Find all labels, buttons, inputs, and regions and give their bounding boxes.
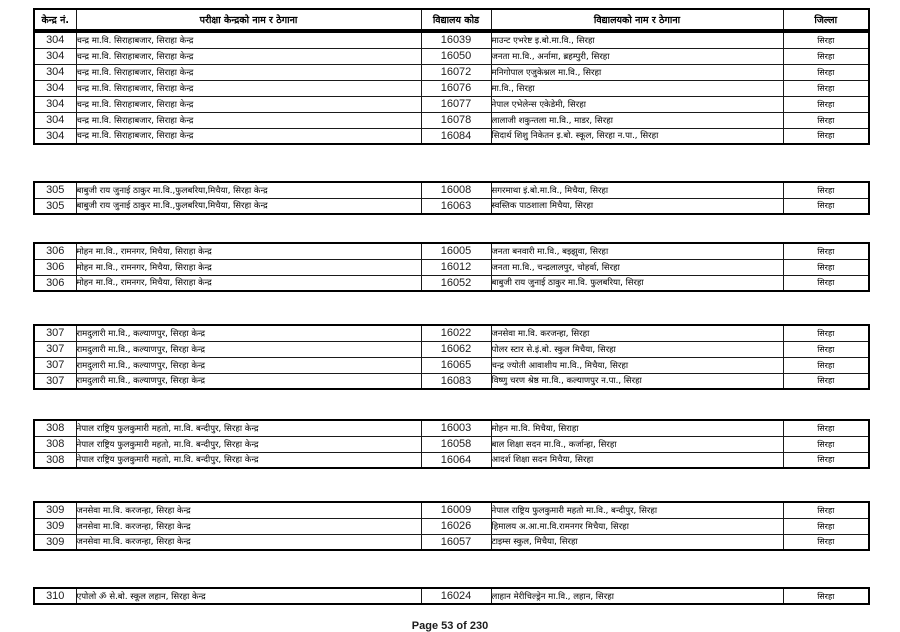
district-cell: सिरहा (783, 325, 869, 341)
district-cell: सिरहा (783, 518, 869, 534)
school-name-cell: मा.वि., सिरहा (491, 80, 783, 96)
center-name-cell: चन्द्र मा.वि. सिराहाबजार, सिराहा केन्द्र (76, 128, 421, 144)
school-code-cell: 16057 (421, 534, 491, 550)
school-name-cell: पोलर स्टार से.इं.बो. स्कुल मिचैया, सिरहा (491, 341, 783, 357)
center-no-cell: 308 (34, 452, 76, 468)
center-name-cell: रामदुलारी मा.वि., कल्याणपुर, सिरहा केन्द्र (76, 325, 421, 341)
center-no-cell: 305 (34, 182, 76, 198)
school-row (34, 502, 869, 518)
school-row (34, 243, 869, 259)
school-code-cell: 16008 (421, 182, 491, 198)
center-no-cell: 306 (34, 275, 76, 291)
district-cell: सिरहा (783, 96, 869, 112)
center-no-cell: 308 (34, 436, 76, 452)
school-row (34, 64, 869, 80)
school-code-cell: 16058 (421, 436, 491, 452)
school-row (34, 518, 869, 534)
center-name-cell: चन्द्र मा.वि. सिराहाबजार, सिराहा केन्द्र (76, 64, 421, 80)
center-group-table (33, 242, 870, 292)
district-cell: सिरहा (783, 534, 869, 550)
center-group-table (33, 587, 870, 605)
school-name-cell: मनिगोपाल एजुकेश्नल मा.वि., सिरहा (491, 64, 783, 80)
center-name-cell: चन्द्र मा.वि. सिराहाबजार, सिराहा केन्द्र (76, 112, 421, 128)
center-name-cell: रामदुलारी मा.वि., कल्याणपुर, सिरहा केन्द्र (76, 357, 421, 373)
school-name-cell: स्वस्तिक पाठशाला मिचैया, सिरहा (491, 198, 783, 214)
district-cell: सिरहा (783, 112, 869, 128)
school-code-cell: 16063 (421, 198, 491, 214)
center-no-cell: 304 (34, 32, 76, 48)
column-header-center-no: केन्द्र नं. (34, 9, 76, 30)
school-name-cell: सिदार्थ शिशु निकेतन इ.बो. स्कूल, सिरहा न.पा., सिरहा (491, 128, 783, 144)
district-cell: सिरहा (783, 341, 869, 357)
school-row (34, 325, 869, 341)
center-group-table (33, 31, 870, 145)
school-row (34, 341, 869, 357)
school-code-cell: 16052 (421, 275, 491, 291)
center-no-cell: 304 (34, 128, 76, 144)
center-group-table (33, 419, 870, 469)
school-row (34, 534, 869, 550)
school-name-cell: आदर्श शिक्षा सदन मिचैया, सिरहा (491, 452, 783, 468)
column-header-school-code: विद्यालय कोड (421, 9, 491, 30)
district-cell: सिरहा (783, 436, 869, 452)
school-code-cell: 16078 (421, 112, 491, 128)
school-code-cell: 16065 (421, 357, 491, 373)
district-cell: सिरहा (783, 128, 869, 144)
page-number: Page 53 of 230 (411, 620, 489, 632)
school-name-cell: बाल शिक्षा सदन मा.वि., कर्जान्हा, सिरहा (491, 436, 783, 452)
district-cell: सिरहा (783, 48, 869, 64)
school-name-cell: लाहान मेरीचिल्ड्रेन मा.वि., लहान, सिरहा (491, 588, 783, 604)
district-cell: सिरहा (783, 373, 869, 389)
district-cell: सिरहा (783, 452, 869, 468)
school-code-cell: 16012 (421, 259, 491, 275)
center-no-cell: 304 (34, 96, 76, 112)
school-code-cell: 16083 (421, 373, 491, 389)
school-code-cell: 16072 (421, 64, 491, 80)
column-header-school-name: विद्यालयको नाम र ठेगाना (491, 9, 783, 30)
school-row (34, 128, 869, 144)
center-name-cell: नेपाल राष्ट्रिय फुलकुमारी महतो, मा.वि. बन्दीपुर, सिरहा केन्द्र (76, 420, 421, 436)
school-code-cell: 16064 (421, 452, 491, 468)
school-code-cell: 16039 (421, 32, 491, 48)
center-group-table (33, 181, 870, 215)
district-cell: सिरहा (783, 64, 869, 80)
school-row (34, 452, 869, 468)
center-name-cell: चन्द्र मा.वि. सिराहाबजार, सिराहा केन्द्र (76, 48, 421, 64)
school-code-cell: 16005 (421, 243, 491, 259)
center-group-table (33, 501, 870, 551)
district-cell: सिरहा (783, 588, 869, 604)
table-header (33, 8, 870, 31)
school-name-cell: माउन्ट एभरेष्ट इ.बो.मा.वि., सिरहा (491, 32, 783, 48)
school-name-cell: जनसेवा मा.वि. करजन्हा, सिरहा (491, 325, 783, 341)
column-header-center-name: परीक्षा केन्द्रको नाम र ठेगाना (76, 9, 421, 30)
district-cell: सिरहा (783, 32, 869, 48)
center-no-cell: 304 (34, 48, 76, 64)
school-code-cell: 16024 (421, 588, 491, 604)
school-row (34, 182, 869, 198)
center-name-cell: एपोलो ॐ से.बो. स्कूल लहान, सिरहा केन्द्र (76, 588, 421, 604)
center-name-cell: मोहन मा.वि., रामनगर, मिचैया, सिराहा केन्द्र (76, 243, 421, 259)
center-name-cell: चन्द्र मा.वि. सिराहाबजार, सिराहा केन्द्र (76, 96, 421, 112)
school-code-cell: 16084 (421, 128, 491, 144)
district-cell: सिरहा (783, 198, 869, 214)
school-row (34, 80, 869, 96)
school-name-cell: मोहन मा.वि. मिचैया, सिराहा (491, 420, 783, 436)
school-code-cell: 16022 (421, 325, 491, 341)
school-name-cell: नेपाल राष्ट्रिय फुलकुमारी महतो मा.वि., बन्दीपुर, सिरहा (491, 502, 783, 518)
school-code-cell: 16026 (421, 518, 491, 534)
center-name-cell: रामदुलारी मा.वि., कल्याणपुर, सिरहा केन्द्र (76, 373, 421, 389)
district-cell: सिरहा (783, 502, 869, 518)
center-name-cell: नेपाल राष्ट्रिय फुलकुमारी महतो, मा.वि. बन्दीपुर, सिरहा केन्द्र (76, 436, 421, 452)
school-name-cell: टाइम्स स्कुल, मिचैया, सिरहा (491, 534, 783, 550)
center-name-cell: रामदुलारी मा.वि., कल्याणपुर, सिरहा केन्द्र (76, 341, 421, 357)
district-cell: सिरहा (783, 420, 869, 436)
district-cell: सिरहा (783, 182, 869, 198)
school-name-cell: सगरमाथा इं.बो.मा.वि., मिचैया, सिरहा (491, 182, 783, 198)
school-row (34, 112, 869, 128)
center-no-cell: 307 (34, 341, 76, 357)
center-name-cell: बाबुजी राय जुनाई ठाकुर मा.वि.,फुलबरिया,मिचैया, सिरहा केन्द्र (76, 182, 421, 198)
center-no-cell: 306 (34, 259, 76, 275)
school-code-cell: 16062 (421, 341, 491, 357)
school-row (34, 420, 869, 436)
center-no-cell: 309 (34, 518, 76, 534)
column-header-district: जिल्ला (783, 9, 869, 30)
district-cell: सिरहा (783, 80, 869, 96)
school-code-cell: 16003 (421, 420, 491, 436)
school-code-cell: 16009 (421, 502, 491, 518)
district-cell: सिरहा (783, 259, 869, 275)
center-group-table (33, 324, 870, 390)
district-cell: सिरहा (783, 243, 869, 259)
center-no-cell: 304 (34, 112, 76, 128)
school-name-cell: हिमालय अ.आ.मा.वि.रामनगर मिचैया, सिरहा (491, 518, 783, 534)
exam-center-groups (0, 31, 900, 605)
school-code-cell: 16077 (421, 96, 491, 112)
center-no-cell: 309 (34, 534, 76, 550)
center-name-cell: चन्द्र मा.वि. सिराहाबजार, सिराहा केन्द्र (76, 32, 421, 48)
district-cell: सिरहा (783, 275, 869, 291)
center-no-cell: 308 (34, 420, 76, 436)
school-row (34, 259, 869, 275)
school-name-cell: जनता मा.वि., अर्नामा, ब्रहम्पुरी, सिरहा (491, 48, 783, 64)
school-name-cell: विष्णु चरण श्रेष्ठ मा.वि., कल्याणपुर न.पा., सिरहा (491, 373, 783, 389)
school-row (34, 373, 869, 389)
center-no-cell: 305 (34, 198, 76, 214)
school-row (34, 357, 869, 373)
center-no-cell: 307 (34, 373, 76, 389)
school-name-cell: चन्द्र ज्योती आवाशीय मा.वि., मिचैया, सिरहा (491, 357, 783, 373)
school-name-cell: बाबुजी राय जुनाई ठाकुर मा.वि. फुलबरिया, सिरहा (491, 275, 783, 291)
center-name-cell: जनसेवा मा.वि. करजन्हा, सिरहा केन्द्र (76, 518, 421, 534)
school-name-cell: लालाजी शकुन्तला मा.वि., माडर, सिरहा (491, 112, 783, 128)
center-name-cell: मोहन मा.वि., रामनगर, मिचैया, सिराहा केन्द्र (76, 259, 421, 275)
center-no-cell: 307 (34, 357, 76, 373)
school-name-cell: जनता बनवारी मा.वि., बझ्झुवा, सिरहा (491, 243, 783, 259)
center-name-cell: मोहन मा.वि., रामनगर, मिचैया, सिराहा केन्द्र (76, 275, 421, 291)
header-row (34, 9, 869, 30)
school-row (34, 588, 869, 604)
center-no-cell: 309 (34, 502, 76, 518)
school-row (34, 32, 869, 48)
center-name-cell: नेपाल राष्ट्रिय फुलकुमारी महतो, मा.वि. बन्दीपुर, सिरहा केन्द्र (76, 452, 421, 468)
school-row (34, 275, 869, 291)
center-name-cell: जनसेवा मा.वि. करजन्हा, सिरहा केन्द्र (76, 534, 421, 550)
center-name-cell: जनसेवा मा.वि. करजन्हा, सिरहा केन्द्र (76, 502, 421, 518)
school-row (34, 96, 869, 112)
school-row (34, 198, 869, 214)
school-name-cell: नेपाल एभेलेन्स एकेडेमी, सिरहा (491, 96, 783, 112)
center-name-cell: चन्द्र मा.वि. सिराहाबजार, सिराहा केन्द्र (76, 80, 421, 96)
school-code-cell: 16076 (421, 80, 491, 96)
center-no-cell: 304 (34, 80, 76, 96)
center-no-cell: 306 (34, 243, 76, 259)
school-name-cell: जनता मा.वि., चन्द्रलालपुर, चोहर्वा, सिरहा (491, 259, 783, 275)
center-name-cell: बाबुजी राय जुनाई ठाकुर मा.वि.,फुलबरिया,मिचैया, सिरहा केन्द्र (76, 198, 421, 214)
district-cell: सिरहा (783, 357, 869, 373)
center-no-cell: 307 (34, 325, 76, 341)
center-no-cell: 304 (34, 64, 76, 80)
center-no-cell: 310 (34, 588, 76, 604)
school-row (34, 436, 869, 452)
school-code-cell: 16050 (421, 48, 491, 64)
school-row (34, 48, 869, 64)
